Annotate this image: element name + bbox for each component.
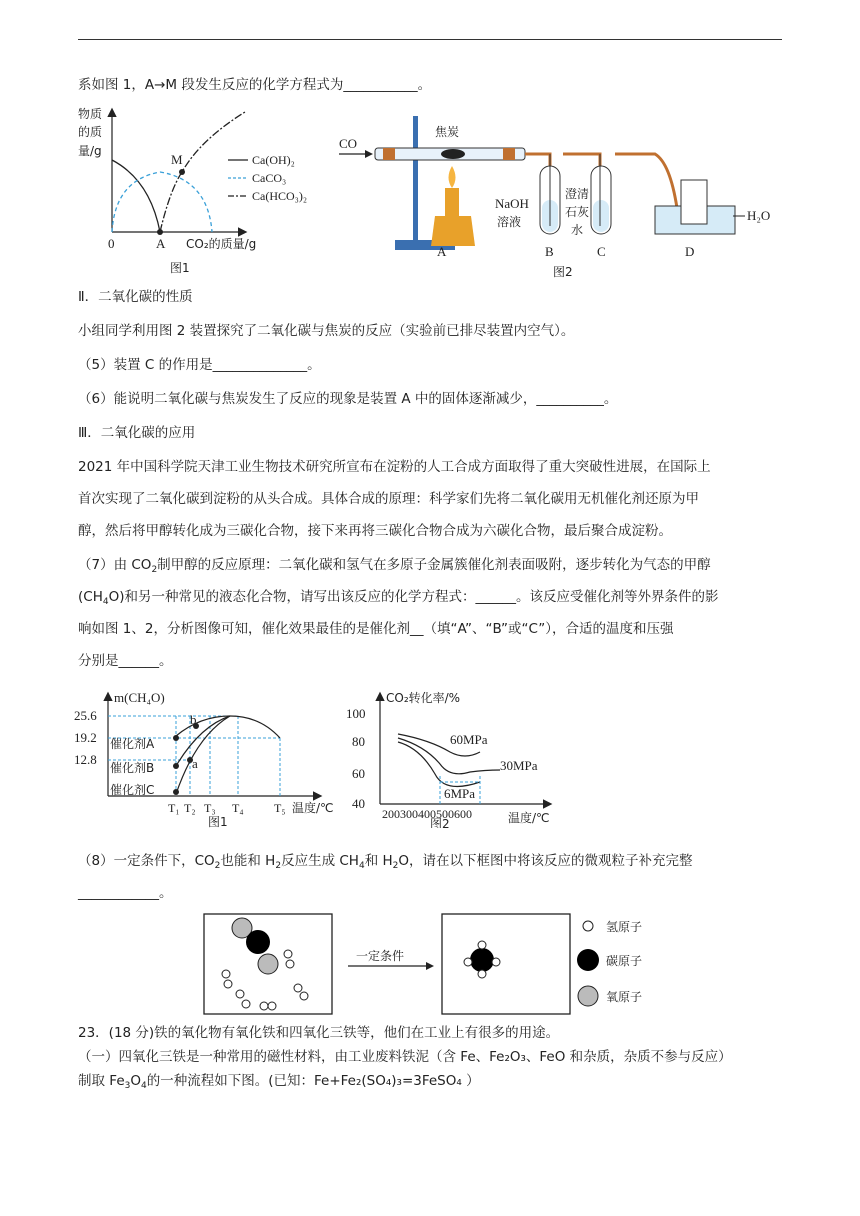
fig1-origin: 0	[108, 236, 115, 251]
graph-1-catalyst	[70, 686, 350, 828]
legend-ca-hco3-2: Ca(HCO₃)₂	[252, 189, 308, 203]
ytick-12-8: 12.8	[74, 752, 97, 767]
g2-ytick-60: 60	[352, 766, 365, 781]
catalyst-b-label: 催化剂B	[110, 761, 155, 775]
device-b: B	[545, 244, 554, 259]
micro-particle-diagram	[200, 912, 670, 1022]
xtick-t2: T₂	[184, 801, 196, 815]
fig1-ylabel-2: 的质	[78, 125, 103, 139]
device-d: D	[685, 244, 695, 259]
caco3-curve	[112, 172, 212, 232]
section-2-title: Ⅱ．二氧化碳的性质	[78, 289, 193, 305]
xtick-t3: T₃	[204, 801, 216, 815]
xtick-t4: T₄	[232, 801, 244, 815]
series-60mpa: 60MPa	[450, 732, 488, 747]
q7-line2: $(CH_4O)$和另一种常见的液态化合物，请写出该反应的化学方程式：______。该反应受催化剂等外界条件的影	[78, 589, 719, 607]
graph1-caption: 图1	[208, 815, 228, 828]
legend-carbon: 碳原子	[606, 954, 643, 968]
figure-1-co2-graph	[70, 100, 330, 280]
g2-ytick-40: 40	[352, 796, 365, 811]
g2-ytick-80: 80	[352, 734, 365, 749]
ytick-19-2: 19.2	[74, 730, 97, 745]
coke-label: 焦炭	[435, 125, 460, 139]
q7-line3: 响如图 1、2，分析图像可知，催化效果最佳的是催化剂__（填“A”、“B”或“C”），合适的温度和压强	[78, 621, 674, 637]
graph2-ylabel: CO₂转化率/%	[386, 691, 461, 705]
graph1-point-a: a	[192, 756, 198, 771]
fig1-ylabel-1: 物质	[78, 107, 103, 121]
graph2-caption: 图2	[430, 817, 450, 828]
series-6mpa: 6MPa	[444, 786, 476, 801]
catalyst-a-label: 催化剂A	[110, 737, 155, 751]
para1-line3: 醇，然后将甲醇转化成为三碳化合物，接下来再将三碳化合物合成为六碳化合物，最后聚合成淀粉。	[78, 523, 672, 539]
fig1-xlabel: CO₂的质量/g	[186, 237, 257, 251]
device-c: C	[597, 244, 606, 259]
q23-line1: 23．(18 分)铁的氧化物有氧化铁和四氧化三铁等，他们在工业上有很多的用途。	[78, 1025, 560, 1041]
q7-line1: （7）由 $CO_2$制甲醇的反应原理：二氧化碳和氢气在多原子金属簇催化剂表面吸附，逐步转化为气态的甲醇	[78, 557, 711, 575]
legend-caco3: CaCO₃	[252, 171, 287, 185]
q7-line4: 分别是______。	[78, 653, 173, 669]
graph2-xlabel: 温度/℃	[508, 811, 550, 825]
question-6: （6）能说明二氧化碳与焦炭发生了反应的现象是装置 A 中的固体逐渐减少，__________。	[78, 391, 618, 407]
series-30mpa: 30MPa	[500, 758, 538, 773]
question-5: （5）装置 C 的作用是______________。	[78, 357, 321, 373]
naoh-label-2: 溶液	[497, 215, 522, 229]
limewater-label-1: 澄清	[565, 187, 590, 201]
figure-2-apparatus	[335, 108, 780, 283]
limewater-label-3: 水	[571, 223, 584, 237]
para1-line1: 2021 年中国科学院天津工业生物技术研究所宣布在淀粉的人工合成方面取得了重大突破性进展，在国际上	[78, 459, 711, 475]
ca-hco3-2-curve	[160, 112, 245, 232]
ytick-25-6: 25.6	[74, 708, 97, 723]
para1-line2: 首次实现了二氧化碳到淀粉的从头合成。具体合成的原理：科学家们先将二氧化碳用无机催化剂还原为甲	[78, 491, 699, 507]
q23-line3: 制取 $Fe_3O_4$的一种流程如下图。(已知：Fe+Fe₂(SO₄)₃=3FeSO₄ ）	[78, 1073, 480, 1091]
arrow-condition-label: 一定条件	[356, 949, 405, 963]
section-2-text: 小组同学利用图 2 装置探究了二氧化碳与焦炭的反应（实验前已排尽装置内空气）。	[78, 323, 575, 339]
graph1-point-b: b	[190, 712, 197, 727]
ca-oh2-curve	[112, 160, 160, 232]
section-3-title: Ⅲ．二氧化碳的应用	[78, 425, 196, 441]
graph-2-conversion	[340, 686, 580, 828]
graph1-xlabel: 温度/℃	[292, 801, 334, 815]
q23-line2: （一）四氧化三铁是一种常用的磁性材料，由工业废料铁泥（含 Fe、Fe₂O₃、FeO 和杂质，杂质不参与反应）	[78, 1049, 732, 1065]
legend-hydrogen: 氢原子	[606, 920, 643, 934]
co-label: CO	[339, 136, 358, 151]
top-rule	[78, 39, 782, 40]
legend-oxygen: 氧原子	[606, 990, 643, 1004]
fig1-point-a: A	[156, 236, 166, 251]
g2-ytick-100: 100	[346, 706, 366, 721]
fig1-ylabel-3: 量/g	[78, 144, 102, 158]
xtick-t5: T₅	[274, 801, 286, 815]
limewater-label-2: 石灰	[565, 205, 590, 219]
q8-line2: ____________。	[78, 885, 173, 901]
q8-line1: （8）一定条件下，$CO_2$也能和 $H_2$反应生成 $CH_4$和 $H_2O$，请在以下框图中将该反应的微观粒子补充完整	[78, 853, 693, 871]
catalyst-c-label: 催化剂C	[110, 783, 155, 797]
fig1-caption: 图1	[170, 261, 190, 275]
fig2-caption: 图2	[553, 265, 573, 279]
water-label: H₂O	[747, 208, 771, 223]
legend-ca-oh2: Ca(OH)₂	[252, 153, 295, 167]
g2-xticks: 200300400500600	[382, 807, 472, 821]
device-a: A	[437, 244, 447, 259]
xtick-t1: T₁	[168, 801, 180, 815]
naoh-label-1: NaOH	[495, 196, 529, 211]
intro-line: 系如图 1，A→M 段发生反应的化学方程式为___________。	[78, 77, 432, 93]
graph1-ylabel: m(CH₄O)	[114, 690, 165, 705]
fig1-point-m: M	[171, 152, 183, 167]
